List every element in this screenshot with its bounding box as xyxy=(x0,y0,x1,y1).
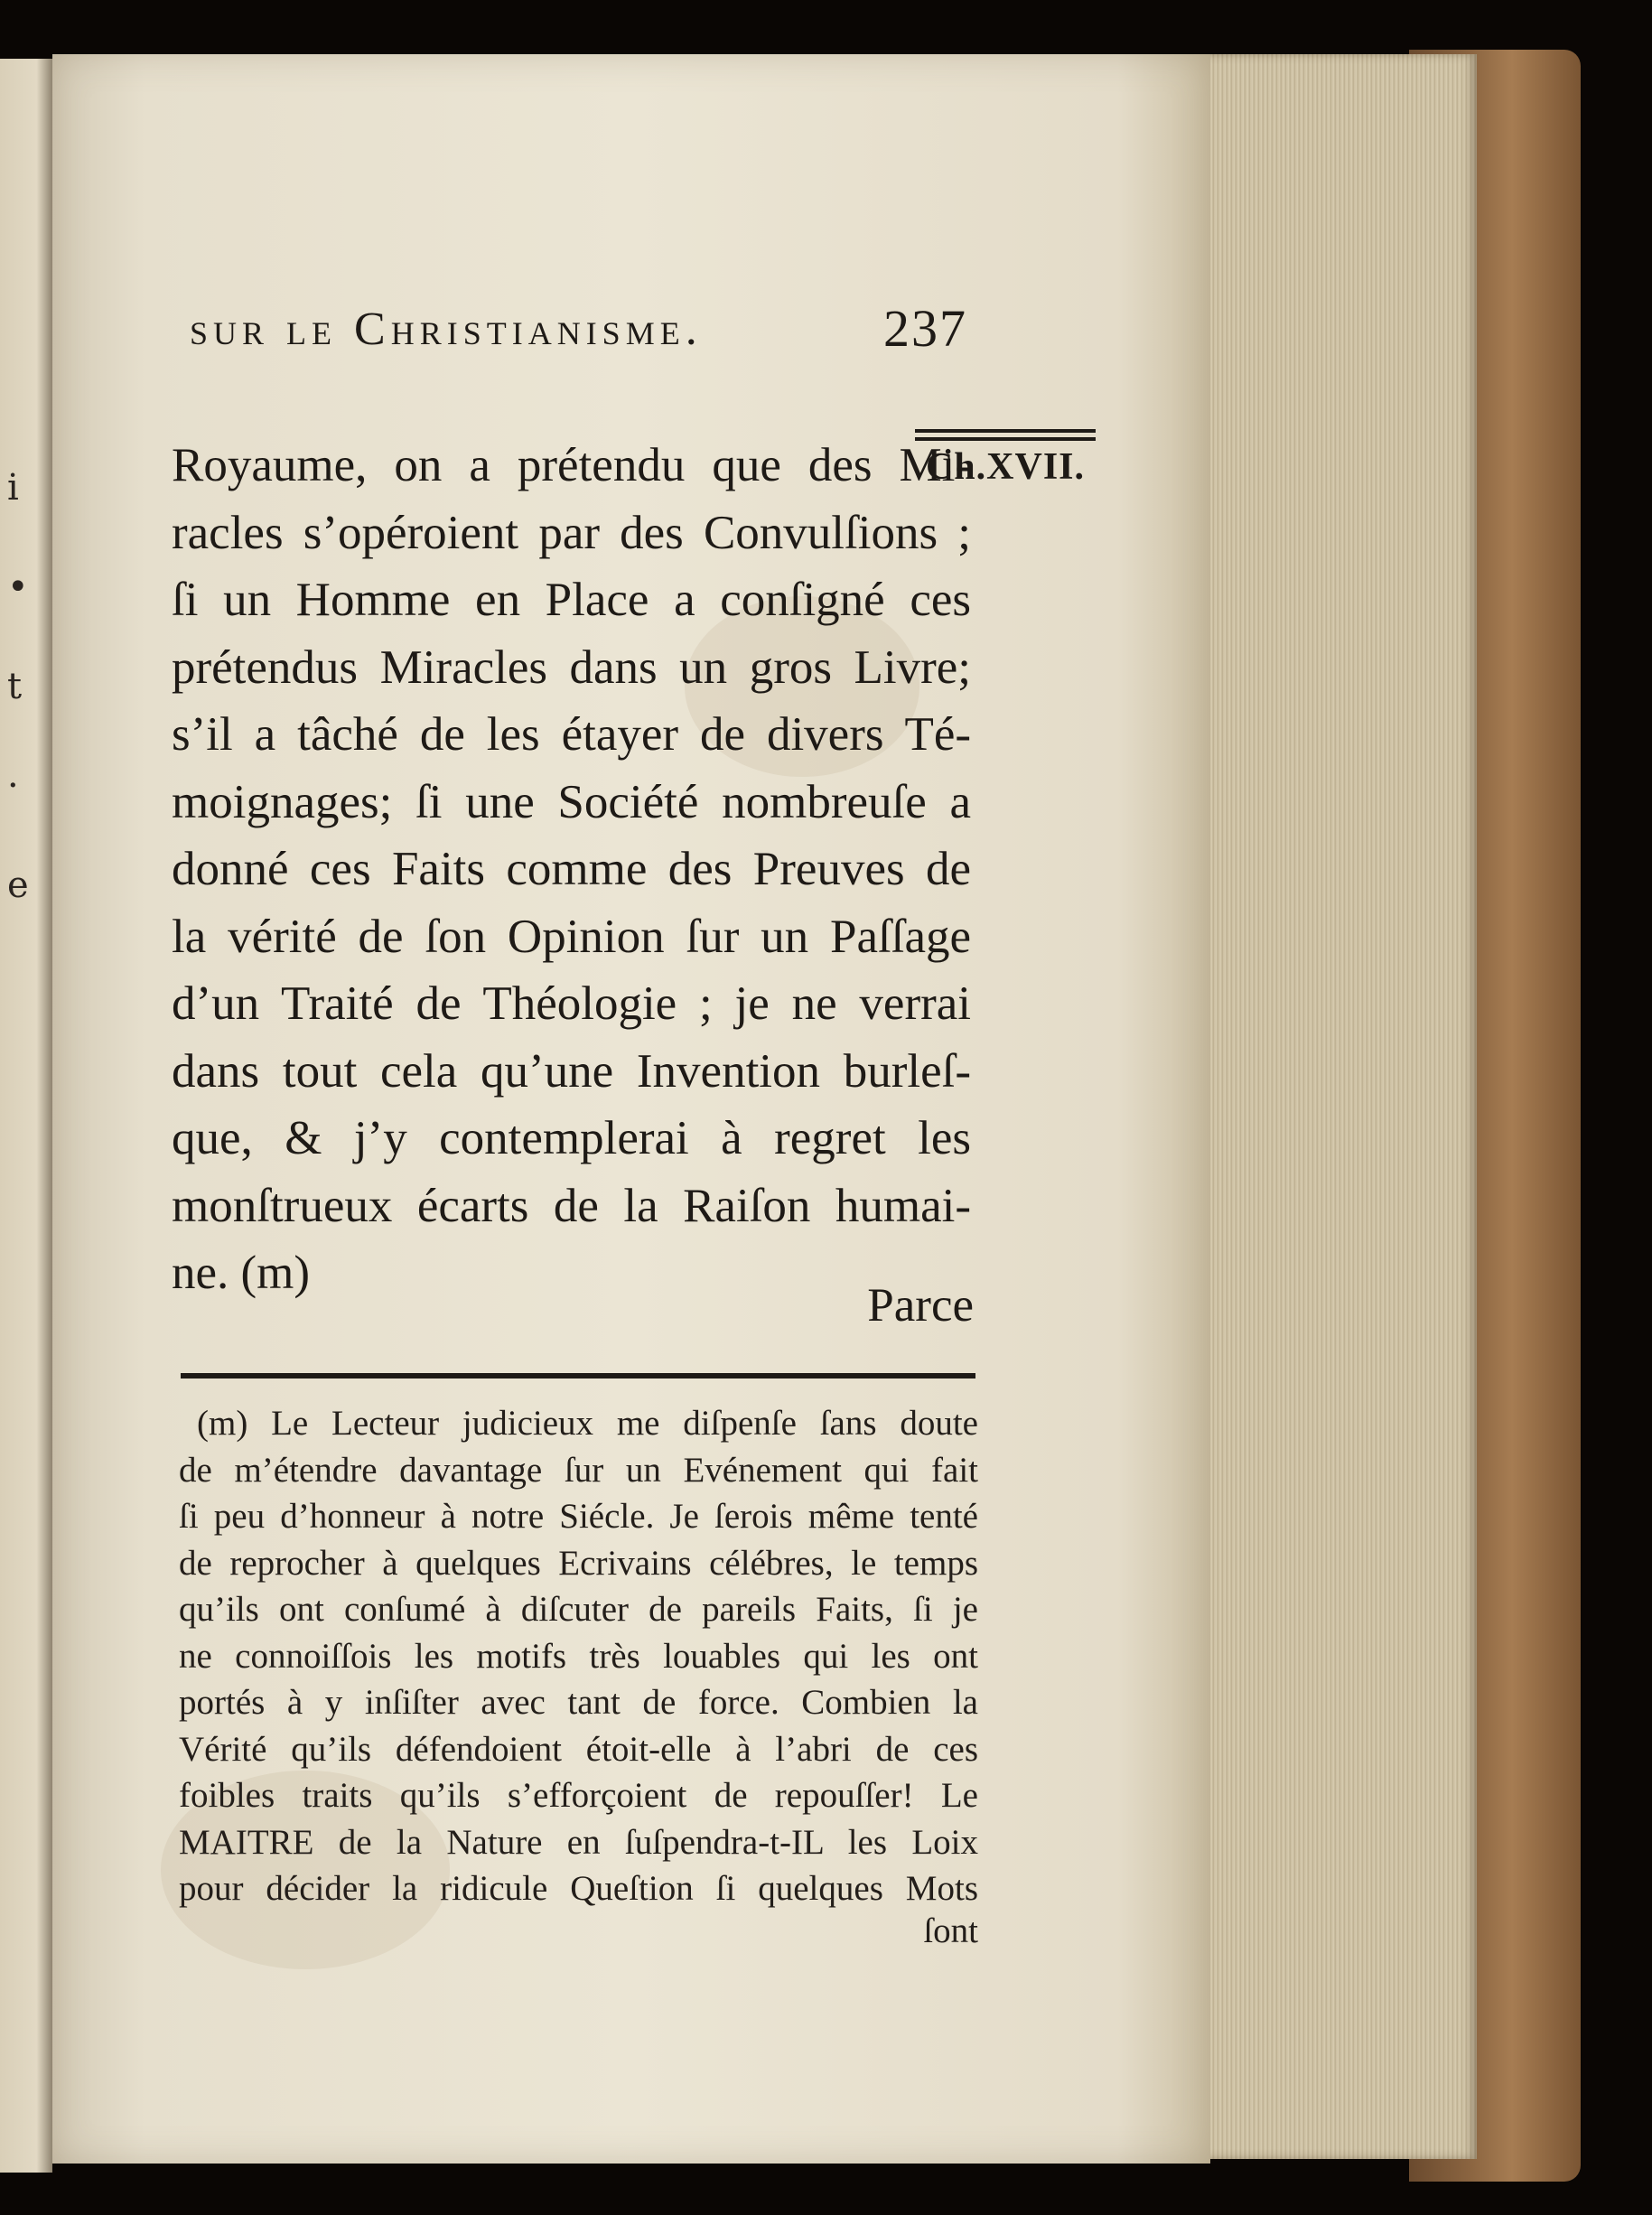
body-line: dans tout cela qu’une Invention burleſ- xyxy=(172,1044,971,1098)
left-page-text-fragments xyxy=(7,438,43,935)
footnote-rule xyxy=(181,1373,975,1379)
footnote-catchword: ſont xyxy=(923,1911,978,1950)
body-line: ne. (m) xyxy=(172,1247,311,1299)
body-line: moignages; ſi une Société nombreuſe a xyxy=(172,775,971,828)
body-line: ſi un Homme en Place a conſigné ces xyxy=(172,574,971,626)
footnote-line: de reprocher à quelques Ecrivains célébres, le temps xyxy=(179,1543,978,1583)
body-line: monſtrueux écarts de la Raiſon humai- xyxy=(172,1179,971,1232)
page-stack-edges xyxy=(1206,54,1477,2159)
body-text xyxy=(172,432,971,1307)
catchword: Parce xyxy=(867,1279,974,1332)
footnote-line: portés à y inſiſter avec tant de force. Combien la xyxy=(179,1683,978,1722)
footnote xyxy=(179,1400,978,1912)
left-mark: · xyxy=(7,765,19,807)
footnote-line: ne connoiſſois les motifs très louables qui les ont xyxy=(179,1636,978,1676)
running-head-title: sur le Christianisme. xyxy=(190,304,703,355)
footnote-line: (m) Le Lecteur judicieux me diſpenſe ſans doute xyxy=(197,1404,978,1443)
footnote-line: Vérité qu’ils défendoient étoit-elle à l’abri de ces xyxy=(179,1729,978,1769)
footnote-line: pour décider la ridicule Queſtion ſi quelques Mots xyxy=(179,1869,978,1908)
body-line: d’un Traité de Théologie ; je ne verrai xyxy=(172,977,971,1030)
footnote-line: ſi peu d’honneur à notre Siécle. Je ſerois même tenté xyxy=(179,1497,978,1536)
running-head xyxy=(190,303,985,356)
body-line: donné ces Faits comme des Preuves de xyxy=(172,843,971,895)
body-line: s’il a tâché de les étayer de divers Té- xyxy=(172,708,971,761)
body-line: Royaume, on a prétendu que des Mi- xyxy=(172,439,971,491)
left-facing-page xyxy=(0,59,52,2173)
left-mark: e xyxy=(7,865,29,906)
footnote-line: MAITRE de la Nature en ſuſpendra-t-IL les Loix xyxy=(179,1822,978,1862)
body-line: prétendus Miracles dans un gros Livre; xyxy=(172,640,971,694)
left-mark: t xyxy=(7,666,23,707)
body-line: racles s’opéroient par des Convulſions ; xyxy=(172,506,971,559)
body-line: que, & j’y contemplerai à regret les xyxy=(172,1112,971,1164)
body-line: la vérité de ſon Opinion ſur un Paſſage xyxy=(172,910,971,963)
book-page xyxy=(52,54,1210,2164)
footnote-line: de m’étendre davantage ſur un Evénement qui fait xyxy=(179,1450,978,1490)
left-mark: i xyxy=(7,467,19,509)
chapter-label: Ch.XVII. xyxy=(925,446,1086,488)
footnote-line: qu’ils ont conſumé à diſcuter de pareils Faits, ſi je xyxy=(179,1590,978,1629)
footnote-line: foibles traits qu’ils s’efforçoient de repouſſer! Le xyxy=(179,1776,978,1815)
left-mark: • xyxy=(7,566,29,608)
page-number: 237 xyxy=(883,299,967,358)
